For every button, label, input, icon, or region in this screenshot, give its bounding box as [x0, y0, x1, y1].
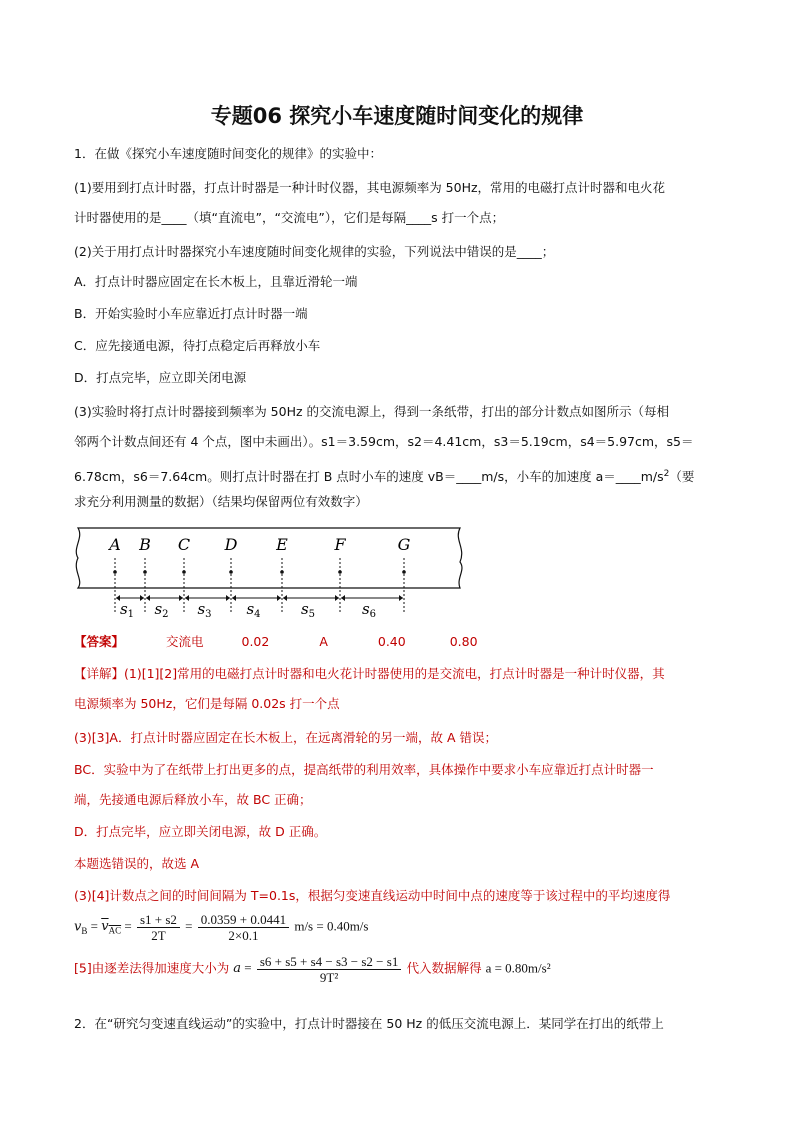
tape-point-label-E: E [276, 535, 288, 554]
segment-label-s3: $s_3$ [197, 600, 212, 620]
arrowhead [232, 595, 236, 601]
arrowhead [140, 595, 144, 601]
answer-line [74, 634, 478, 650]
fraction-numeric: $\frac{0.0359 + 0.0441}{2\times 0.1}$ [198, 912, 289, 943]
q1-part2: (2)关于用打点计时器探究小车速度随时间变化规律的实验，下列说法中错误的是____； [74, 244, 555, 259]
q1-intro: 1．在做《探究小车速度随时间变化的规律》的实验中： [74, 146, 382, 161]
q1-part1-line2: 计时器使用的是____（填“直流电”，“交流电”），它们是每隔____s 打一个点； [74, 210, 505, 225]
detail-line6: D．打点完毕，应立即关闭电源，故 D 正确。 [74, 824, 327, 839]
acceleration-line: [5]由逐差法得加速度大小为 a = $\frac{s6 + s5 + s4 - s3 - s2 - s1}{\text{9T²}}$ 代入数据解得 a = 0.80m/s² [74, 954, 551, 985]
segment-label-s1: $s_1$ [119, 600, 135, 620]
paper-tape-diagram [70, 522, 470, 622]
q1-part3-line3a: 6.78cm，s6＝7.64cm。则打点计时器在打 B 点时小车的速度 vB＝____m/s，小车的加速度 a＝____m/s [74, 469, 664, 485]
q1-part3-line2 [74, 434, 694, 450]
q1-part3-line4: 求充分利用测量的数据）（结果均保留两位有效数字） [74, 494, 368, 509]
detail-line7: 本题选错误的，故选 A [74, 856, 200, 871]
segment-label-s6: $s_6$ [361, 600, 377, 620]
detail-line5: 端，先接通电源后释放小车，故 BC 正确； [74, 792, 312, 807]
detail-line8: (3)[4]计数点之间的时间间隔为 T=0.1s，根据匀变速直线运动中时间中点的速度等于该过程中的平均速度得 [74, 888, 671, 903]
tape-point-label-B: B [139, 535, 151, 554]
arrowhead [226, 595, 230, 601]
segment-label-s2: $s_2$ [154, 600, 169, 620]
answer-3: A [319, 634, 328, 649]
q1-part3-line3 [74, 466, 694, 485]
q1-part3-line3b: （要 [669, 469, 695, 485]
q1-part3-line2b: s1＝3.59cm，s2＝4.41cm，s3＝5.19cm，s4＝5.97cm，s5＝ [321, 434, 694, 449]
tape-point-label-A: A [109, 535, 121, 554]
tape-point-label-F: F [334, 535, 346, 554]
arrowhead [146, 595, 150, 601]
q1-part3-line1: (3)实验时将打点计时器接到频率为 50Hz 的交流电源上，得到一条纸带，打出的部分计数点如图所示（每相 [74, 404, 670, 419]
velocity-formula: $v_B = v_{AC}$ = $\frac{s1 + s2}{2T}$ = $\frac{0.0359 + 0.0441}{2\times 0.1}$ m/s = 0.40m/s [74, 912, 369, 943]
option-b: B．开始实验时小车应靠近打点计时器一端 [74, 306, 308, 321]
fraction-symbolic: $\frac{s1 + s2}{2T}$ [137, 912, 180, 943]
answer-2: 0.02 [241, 634, 270, 649]
page-title: 专题06 探究小车速度随时间变化的规律 [210, 104, 584, 128]
q1-part1-line1: (1)要用到打点计时器，打点计时器是一种计时仪器，其电源频率为 50Hz，常用的电磁打点计时器和电火花 [74, 180, 666, 195]
option-a: A．打点计时器应固定在长木板上，且靠近滑轮一端 [74, 274, 358, 289]
arrowhead [399, 595, 403, 601]
answer-4: 0.40 [377, 634, 406, 649]
answer-5: 0.80 [449, 634, 478, 649]
segment-label-s5: $s_5$ [300, 600, 316, 620]
answer-label: 【答案】 [74, 634, 125, 649]
arrowhead [277, 595, 281, 601]
detail-line9b: 代入数据解得 [406, 960, 482, 976]
q2-line1: 2．在“研究匀变速直线运动”的实验中，打点计时器接在 50 Hz 的低压交流电源上．某同学在打出的纸带上 [74, 1016, 664, 1031]
arrowhead [179, 595, 183, 601]
q1-part3-line2a: 邻两个计数点间还有 4 个点，图中未画出）。 [74, 434, 322, 449]
detail-line9a: [5]由逐差法得加速度大小为 [74, 960, 230, 976]
fraction-acceleration: $\frac{s6 + s5 + s4 - s3 - s2 - s1}{\text{9T²}}$ [257, 954, 402, 985]
detail-line3: (3)[3]A．打点计时器应固定在长木板上，在远离滑轮的另一端，故 A 错误； [74, 730, 497, 745]
arrowhead [283, 595, 287, 601]
tape-point-label-D: D [224, 535, 238, 554]
tape-point-label-G: G [397, 535, 411, 554]
segment-label-s4: $s_4$ [246, 600, 261, 620]
option-d: D．打点完毕，应立即关闭电源 [74, 370, 247, 385]
answer-1: 交流电 [166, 634, 204, 649]
arrowhead [341, 595, 345, 601]
tape-point-label-C: C [177, 535, 191, 554]
arrowhead [335, 595, 339, 601]
squared-superscript: 2 [663, 469, 670, 479]
arrowhead [185, 595, 189, 601]
detail-line1: 【详解】(1)[1][2]常用的电磁打点计时器和电火花计时器使用的是交流电，打点计时器是一种计时仪器，其 [74, 666, 665, 681]
option-c: C．应先接通电源，待打点稳定后再释放小车 [74, 338, 321, 353]
detail-line4: BC．实验中为了在纸带上打出更多的点，提高纸带的利用效率，具体操作中要求小车应靠近打点计时器一 [74, 762, 654, 777]
detail-line2: 电源频率为 50Hz，它们是每隔 0.02s 打一个点 [74, 696, 340, 711]
acceleration-result: a = 0.80m/s² [485, 960, 551, 976]
